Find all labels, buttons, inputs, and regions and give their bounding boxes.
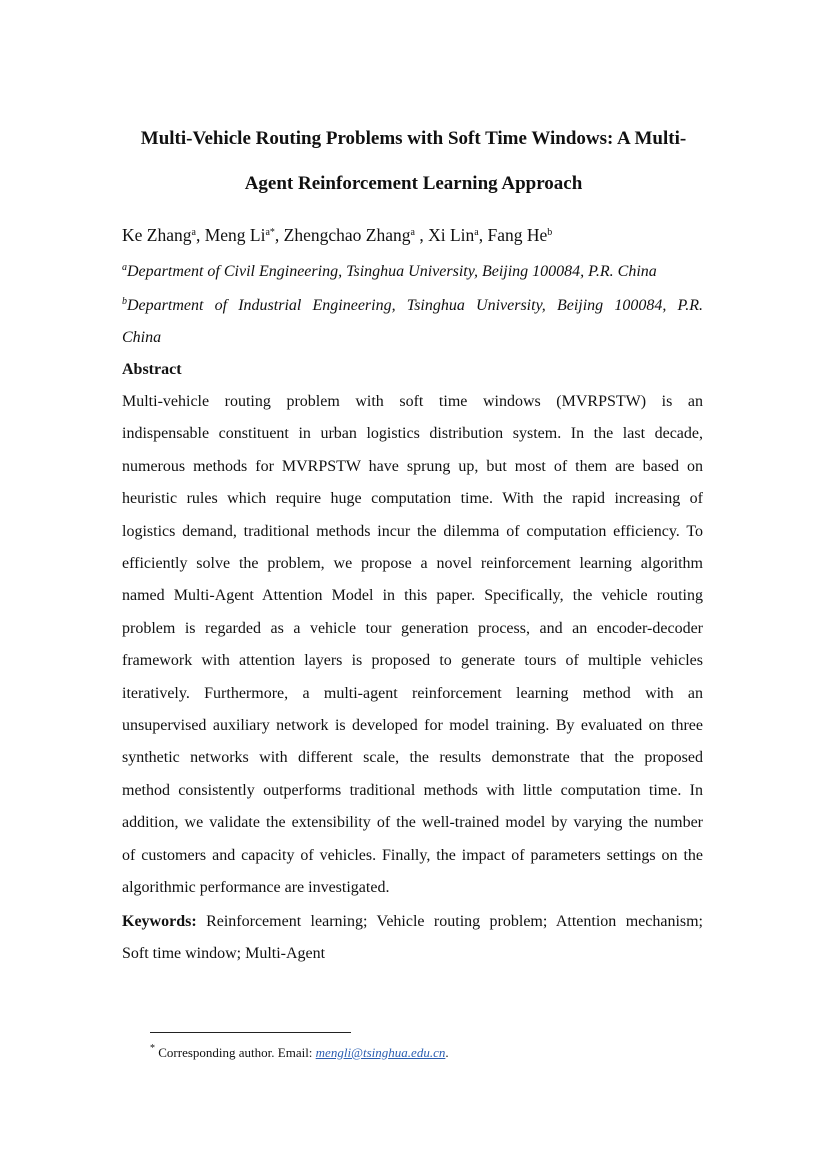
author-name: Meng Li <box>204 225 266 245</box>
abstract-line: unsupervised auxiliary network is developed for model training. By evaluated on three <box>122 717 703 734</box>
abstract-line: algorithmic performance are investigated. <box>122 879 390 896</box>
abstract-line: framework with attention layers is proposed to generate tours of multiple vehicles <box>122 652 703 670</box>
affiliation-b-cont: China <box>122 329 162 346</box>
abstract-line: synthetic networks with different scale, the results demonstrate that the proposed <box>122 749 703 767</box>
author-affiliation-mark: a <box>410 227 415 238</box>
paper-title-line-2: Agent Reinforcement Learning Approach <box>244 173 583 194</box>
abstract-heading: Abstract <box>122 361 182 378</box>
author-affiliation-mark: a <box>191 227 196 238</box>
affiliation-mark: b <box>122 296 127 307</box>
author-name: Fang He <box>487 225 548 245</box>
keywords-label: Keywords: <box>122 913 197 930</box>
author-list <box>122 225 703 246</box>
abstract-line: iteratively. Furthermore, a multi-agent reinforcement learning method with an <box>122 684 703 702</box>
footnote-text: Corresponding author. Email: <box>158 1045 316 1060</box>
abstract-line: numerous methods for MVRPSTW have sprung up, but most of them are based on <box>122 457 703 475</box>
author-separator: , <box>195 225 205 245</box>
affiliation-a <box>122 263 703 281</box>
abstract-line: method consistently outperforms traditional methods with little computation time. In <box>122 781 703 799</box>
abstract-line: problem is regarded as a vehicle tour generation process, and an encoder-decoder <box>122 619 703 637</box>
affiliation-text: Department of Civil Engineering, Tsinghua University, Beijing 100084, P.R. China <box>127 263 657 280</box>
author-affiliation-mark: a <box>474 227 479 238</box>
affiliation-text: Department of Industrial Engineering, Tsinghua University, Beijing 100084, P.R. <box>127 297 703 314</box>
author-affiliation-mark: b <box>547 227 553 238</box>
abstract-line: efficiently solve the problem, we propose a novel reinforcement learning algorithm <box>122 555 703 572</box>
keywords-line-2: Soft time window; Multi-Agent <box>122 945 326 962</box>
abstract-line: of customers and capacity of vehicles. Finally, the impact of parameters settings on the <box>122 846 703 864</box>
abstract-line: indispensable constituent in urban logistics distribution system. In the last decade, <box>122 425 703 443</box>
abstract-line: named Multi-Agent Attention Model in this paper. Specifically, the vehicle routing <box>122 587 703 605</box>
footnote-end: . <box>445 1045 449 1060</box>
author-name: Xi Lin <box>428 225 475 245</box>
author-separator: , <box>274 225 284 245</box>
affiliation-mark: a <box>122 262 127 273</box>
footnote-rule <box>150 1032 351 1033</box>
keywords-text: Reinforcement learning; Vehicle routing problem; Attention mechanism; <box>206 913 704 930</box>
affiliation-b <box>122 297 703 315</box>
paper-title-line-1: Multi-Vehicle Routing Problems with Soft Time Windows: A Multi- <box>140 128 687 149</box>
abstract-line: addition, we validate the extensibility of the well-trained model by varying the number <box>122 814 703 832</box>
author-name: Zhengchao Zhang <box>283 225 411 245</box>
footnote <box>150 1045 449 1061</box>
keywords-line-1 <box>122 913 703 931</box>
email-link[interactable]: mengli@tsinghua.edu.cn <box>315 1045 446 1060</box>
abstract-line: heuristic rules which require huge computation time. With the rapid increasing of <box>122 490 703 508</box>
author-affiliation-mark: a* <box>265 227 275 238</box>
footnote-mark: * <box>150 1043 155 1054</box>
abstract-line: logistics demand, traditional methods incur the dilemma of computation efficiency. To <box>122 522 703 540</box>
author-separator: , <box>478 225 488 245</box>
author-name: Ke Zhang <box>122 225 192 245</box>
author-separator: , <box>414 225 429 245</box>
abstract-line: Multi-vehicle routing problem with soft time windows (MVRPSTW) is an <box>122 393 703 410</box>
